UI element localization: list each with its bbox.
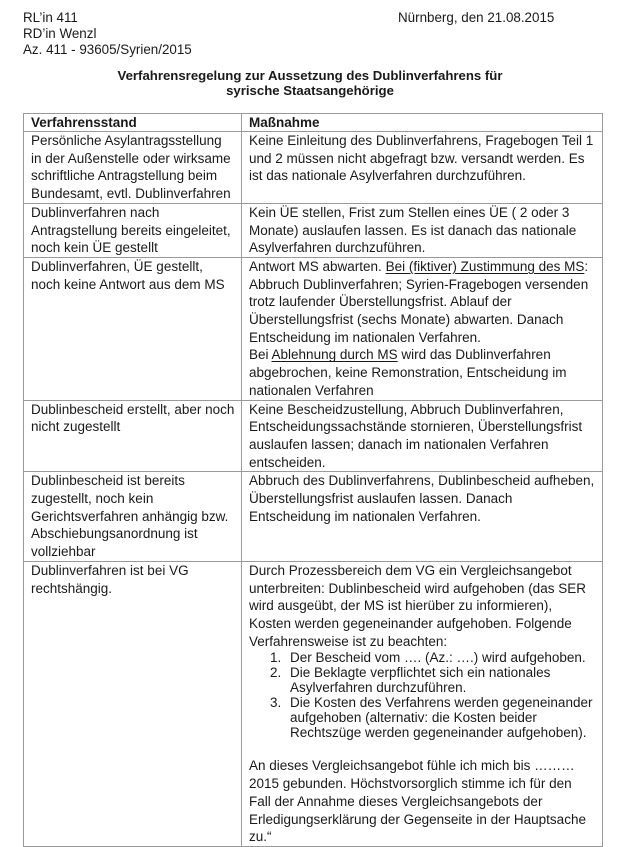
massnahme-cell: Abbruch des Dublinverfahrens, Dublinbescheid aufheben, Überstellungsfrist auslaufen lassen. Danach Entscheidung im nationalen Verfahren. bbox=[242, 472, 603, 562]
massnahme-paragraph-consent bbox=[249, 258, 596, 347]
massnahme-cell bbox=[242, 257, 603, 400]
table-row bbox=[24, 257, 603, 400]
list-text: Die Beklagte verpflichtet sich ein nationales Asylverfahren durchzuführen. bbox=[290, 665, 551, 696]
settlement-closing: An dieses Vergleichsangebot fühle ich mich bis ………2015 gebunden. Höchstvorsorglich stimme ich für den Fall der Annahme dieses Vergleichsangebots der Erledigungserklärung der Gegenseite in der Hauptsache zu.“ bbox=[249, 758, 586, 845]
stand-cell: Persönliche Asylantragsstellung in der Außenstelle oder wirksame schriftliche Antragstellung beim Bundesamt, evtl. Dublinverfahren bbox=[24, 132, 242, 204]
list-item bbox=[270, 665, 596, 696]
place-date: Nürnberg, den 21.08.2015 bbox=[398, 10, 555, 25]
massnahme-cell: Keine Bescheidzustellung, Abbruch Dublinverfahren, Entscheidungssachstände stornieren, Überstellungsfrist auslaufen lassen; danach im nationalen Verfahren entscheiden. bbox=[242, 400, 603, 472]
settlement-terms-list bbox=[249, 650, 596, 740]
title-line-2: syrische Staatsangehörige bbox=[226, 83, 394, 98]
procedure-table bbox=[23, 113, 603, 847]
spacer bbox=[249, 740, 596, 757]
column-header-massnahme: Maßnahme bbox=[242, 114, 603, 132]
stand-cell: Dublinbescheid erstellt, aber noch nicht zugestellt bbox=[24, 400, 242, 472]
list-item bbox=[270, 695, 596, 741]
sender-unit: RL’in 411 bbox=[23, 10, 78, 25]
table-row bbox=[24, 472, 603, 562]
text-fragment: Bei bbox=[249, 347, 272, 363]
column-header-stand: Verfahrensstand bbox=[24, 114, 242, 132]
list-number: 1. bbox=[270, 650, 282, 666]
massnahme-cell bbox=[242, 561, 603, 846]
text-fragment: Antwort MS abwarten. bbox=[249, 258, 386, 274]
table-row bbox=[24, 203, 603, 257]
list-text: Der Bescheid vom …. (Az.: ….) wird aufgehoben. bbox=[290, 650, 586, 666]
file-reference: Az. 411 - 93605/Syrien/2015 bbox=[23, 42, 192, 57]
document-title bbox=[0, 68, 620, 98]
list-text: Die Kosten des Verfahrens werden gegeneinander aufgehoben (alternativ: die Kosten beider Rechtszüge werden gegeneinander aufgehoben). bbox=[290, 695, 593, 741]
sender-block bbox=[23, 10, 192, 58]
text-fragment: wird das Dublinverfahren abgebrochen, keine Remonstration, Entscheidung im nationalen Verfahren bbox=[249, 347, 567, 398]
massnahme-cell: Kein ÜE stellen, Frist zum Stellen eines ÜE ( 2 oder 3 Monate) auslaufen lassen. Es ist danach das nationale Asylverfahren durchzuführen. bbox=[242, 203, 603, 257]
stand-cell: Dublinverfahren, ÜE gestellt, noch keine Antwort aus dem MS bbox=[24, 257, 242, 400]
settlement-intro: Durch Prozessbereich dem VG ein Vergleichsangebot unterbreiten: Dublinbescheid wird aufgehoben (das SER wird ausgeübt, der MS ist hierüber zu informieren), Kosten werden gegeneinander aufgehoben. Folgende Verfahrensweise ist zu beachten: bbox=[249, 562, 586, 649]
table-row bbox=[24, 400, 603, 472]
massnahme-paragraph-rejection bbox=[249, 346, 596, 399]
underlined-consent: Bei (fiktiver) Zustimmung des MS bbox=[385, 258, 585, 274]
table-row bbox=[24, 132, 603, 204]
massnahme-cell: Keine Einleitung des Dublinverfahrens, Fragebogen Teil 1 und 2 müssen nicht abgefragt bzw. versandt werden. Es ist das nationale Asylverfahren durchzuführen. bbox=[242, 132, 603, 204]
underlined-rejection: Ablehnung durch MS bbox=[271, 347, 398, 363]
table-header-row bbox=[24, 114, 603, 132]
list-number: 2. bbox=[270, 665, 282, 681]
stand-cell: Dublinbescheid ist bereits zugestellt, noch kein Gerichtsverfahren anhängig bzw. Abschiebungsanordnung ist vollziehbar bbox=[24, 472, 242, 562]
stand-cell: Dublinverfahren ist bei VG rechtshängig. bbox=[24, 561, 242, 846]
table-row bbox=[24, 561, 603, 846]
title-line-1: Verfahrensregelung zur Aussetzung des Dublinverfahrens für bbox=[117, 68, 503, 83]
stand-cell: Dublinverfahren nach Antragstellung bereits eingeleitet, noch kein ÜE gestellt bbox=[24, 203, 242, 257]
list-item bbox=[270, 650, 596, 666]
text-fragment: : Abbruch Dublinverfahren; Syrien-Fragebogen versenden trotz laufender Überstellungsfrist. Ablauf der Überstellungsfrist (sechs Monate) abwarten. Danach Entscheidung im nationalen Verfahren. bbox=[249, 258, 589, 345]
list-number: 3. bbox=[270, 695, 282, 711]
sender-name: RD’in Wenzl bbox=[23, 26, 97, 41]
